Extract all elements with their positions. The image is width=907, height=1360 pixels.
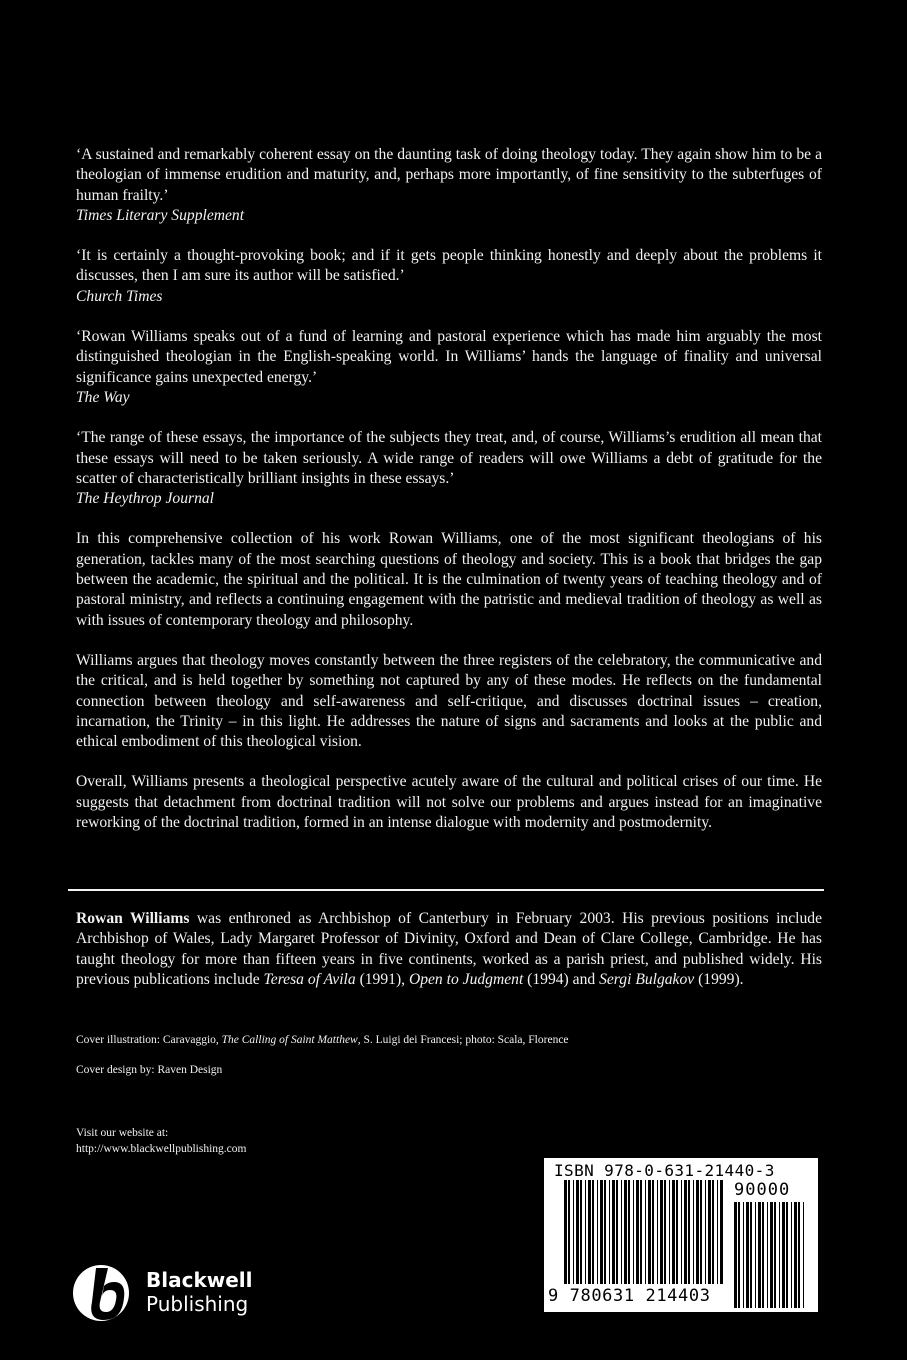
credit-text: Cover illustration: Caravaggio, xyxy=(76,1034,222,1046)
barcode-bar xyxy=(770,1202,773,1308)
barcode-bar xyxy=(664,1180,666,1284)
barcode-bar xyxy=(774,1202,776,1308)
barcode-bar xyxy=(688,1180,690,1284)
barcode-bar xyxy=(669,1180,670,1284)
barcode-bar xyxy=(624,1180,627,1284)
barcode-bar xyxy=(684,1180,687,1284)
barcode-bar xyxy=(762,1202,764,1308)
barcode-bar xyxy=(767,1202,768,1308)
price-code: 90000 xyxy=(734,1180,791,1200)
book-title: Open to Judgment xyxy=(408,970,524,988)
barcode-bar xyxy=(693,1180,694,1284)
quote-text: ‘It is certainly a thought-provoking book; and if it gets people thinking honestly and deeply about the problems it discusses, then I am sure its author will be satisfied.’ xyxy=(76,247,822,285)
barcode-bar xyxy=(652,1180,654,1284)
barcode-bar xyxy=(573,1180,574,1284)
barcode-bar xyxy=(746,1202,749,1308)
quote-source: The Way xyxy=(76,388,130,406)
review-quote xyxy=(76,428,822,509)
barcode-bar xyxy=(568,1180,570,1284)
barcode-bar xyxy=(782,1202,785,1308)
barcode-bar xyxy=(612,1180,615,1284)
barcode-bar xyxy=(672,1180,675,1284)
ean-digits: 9 780631 214403 xyxy=(548,1286,711,1306)
barcode-bar xyxy=(604,1180,606,1284)
review-quote xyxy=(76,327,822,408)
book-title: Sergi Bulgakov xyxy=(599,970,695,988)
barcode-bar xyxy=(597,1180,598,1284)
description-paragraph: Overall, Williams presents a theological perspective acutely aware of the cultural and political crises of our time. He suggests that detachment from doctrinal tradition will not solve our problems and argues instead for an imaginative reworking of the doctrinal tradition, formed in an intense dialogue with modernity and postmodernity. xyxy=(76,773,822,832)
review-quote xyxy=(76,246,822,307)
barcode-bar xyxy=(743,1202,744,1308)
barcode-bar xyxy=(712,1180,714,1284)
quote-text: ‘The range of these essays, the importance of the subjects they treat, and, of course, Williams’s erudition all mean that these essays will need to be taken seriously. A wide range of readers will owe Williams a debt of gratitude for the scatter of characteristically brilliant insights in these essays.’ xyxy=(76,429,822,487)
quote-source: The Heythrop Journal xyxy=(76,490,215,508)
barcode-bar xyxy=(648,1180,651,1284)
barcode-bar xyxy=(708,1180,711,1284)
book-title: Teresa of Avila xyxy=(263,970,356,988)
cover-illustration-credit xyxy=(76,1032,569,1049)
barcode-bar xyxy=(585,1180,586,1284)
barcode-bar xyxy=(734,1202,737,1308)
barcode-bar xyxy=(676,1180,678,1284)
barcode-bar xyxy=(779,1202,780,1308)
bio-text: (1991), xyxy=(355,970,409,988)
barcode-bar xyxy=(636,1180,639,1284)
barcode-bar xyxy=(609,1180,610,1284)
description-paragraph: Williams argues that theology moves constantly between the three registers of the celebratory, the communicative and the critical, and is held together by something not captured by any of these modes. He reflects on the fundamental connection between theology and self-awareness and self-critique, and discusses doctrinal issues – creation, incarnation, the Trinity – in this light. He addresses the nature of signs and sacraments and looks at the public and ethical embodiment of this theological vision. xyxy=(76,651,822,751)
barcode-bar xyxy=(681,1180,682,1284)
barcode-bar xyxy=(564,1180,567,1284)
barcode-bar xyxy=(720,1180,723,1284)
cover-design-credit: Cover design by: Raven Design xyxy=(76,1064,223,1076)
review-quote xyxy=(76,145,822,226)
barcode-bar xyxy=(621,1180,622,1284)
barcode-bar xyxy=(717,1180,718,1284)
back-cover-content xyxy=(76,145,822,853)
quote-text: ‘A sustained and remarkably coherent essay on the daunting task of doing theology today. They again show him to be a theologian of immense erudition and maturity, and, perhaps more importantly, of fine sensitivity to the subterfuges of human frailty.’ xyxy=(76,146,822,204)
barcode-bar xyxy=(657,1180,658,1284)
author-bio xyxy=(76,909,822,990)
barcode-bar xyxy=(803,1202,804,1308)
barcode-bar xyxy=(616,1180,618,1284)
barcode-bar xyxy=(588,1180,591,1284)
publisher-logo-text xyxy=(146,1268,253,1316)
barcode-bar xyxy=(645,1180,646,1284)
barcode-bar xyxy=(738,1202,740,1308)
divider-rule xyxy=(68,889,824,891)
barcode-bar xyxy=(628,1180,630,1284)
barcode-bar xyxy=(700,1180,702,1284)
barcode-bar xyxy=(794,1202,797,1308)
quote-source: Church Times xyxy=(76,287,163,305)
barcode-bar xyxy=(580,1180,582,1284)
barcode-bar xyxy=(791,1202,792,1308)
book-description xyxy=(76,529,822,833)
author-name: Rowan Williams xyxy=(76,910,190,927)
quote-source: Times Literary Supplement xyxy=(76,206,245,224)
website-label: Visit our website at: xyxy=(76,1127,169,1139)
publisher-name-line2: Publishing xyxy=(146,1292,249,1316)
isbn-text: ISBN 978-0-631-21440-3 xyxy=(554,1161,775,1180)
barcode-bar xyxy=(758,1202,761,1308)
barcode-bar xyxy=(750,1202,752,1308)
barcode-bar xyxy=(592,1180,594,1284)
website-url[interactable]: http://www.blackwellpublishing.com xyxy=(76,1143,247,1155)
credit-text: , S. Luigi dei Francesi; photo: Scala, Florence xyxy=(357,1034,569,1046)
quote-text: ‘Rowan Williams speaks out of a fund of learning and pastoral experience which has made him arguably the most distinguished theologian in the English-speaking world. In Williams’ hands the language of finality and universal significance gains unexpected energy.’ xyxy=(76,328,822,386)
artwork-title: The Calling of Saint Matthew xyxy=(221,1034,358,1046)
barcode-bar xyxy=(640,1180,642,1284)
isbn-barcode xyxy=(544,1158,818,1312)
barcode-bar xyxy=(798,1202,800,1308)
barcode-bar xyxy=(786,1202,788,1308)
barcode-bar xyxy=(633,1180,634,1284)
barcode-bar xyxy=(696,1180,699,1284)
barcode-bar xyxy=(705,1180,706,1284)
bio-text: (1999). xyxy=(694,970,744,988)
barcode-bar xyxy=(755,1202,756,1308)
barcode-bar xyxy=(576,1180,579,1284)
bio-text: (1994) and xyxy=(523,970,600,988)
barcode-bar xyxy=(600,1180,603,1284)
bio-text: was enthroned as Archbishop of Canterbury in February 2003. His previous positions include Archbishop of Wales, Lady Margaret Professor of Divinity, Oxford and Dean of Clare College, Cambridge. He has taught theology for more than fifteen years in five continents, worked as a parish priest, and published widely. His previous publications include xyxy=(76,910,822,988)
description-paragraph: In this comprehensive collection of his work Rowan Williams, one of the most significant theologians of his generation, tackles many of the most searching questions of theology and society. This is a book that bridges the gap between the academic, the spiritual and the political. It is the culmination of twenty years of teaching theology and of pastoral ministry, and reflects a continuing engagement with the patristic and medieval tradition of theology as well as with issues of contemporary theology and philosophy. xyxy=(76,530,822,629)
barcode-bar xyxy=(660,1180,663,1284)
publisher-name-line1: Blackwell xyxy=(146,1268,253,1292)
